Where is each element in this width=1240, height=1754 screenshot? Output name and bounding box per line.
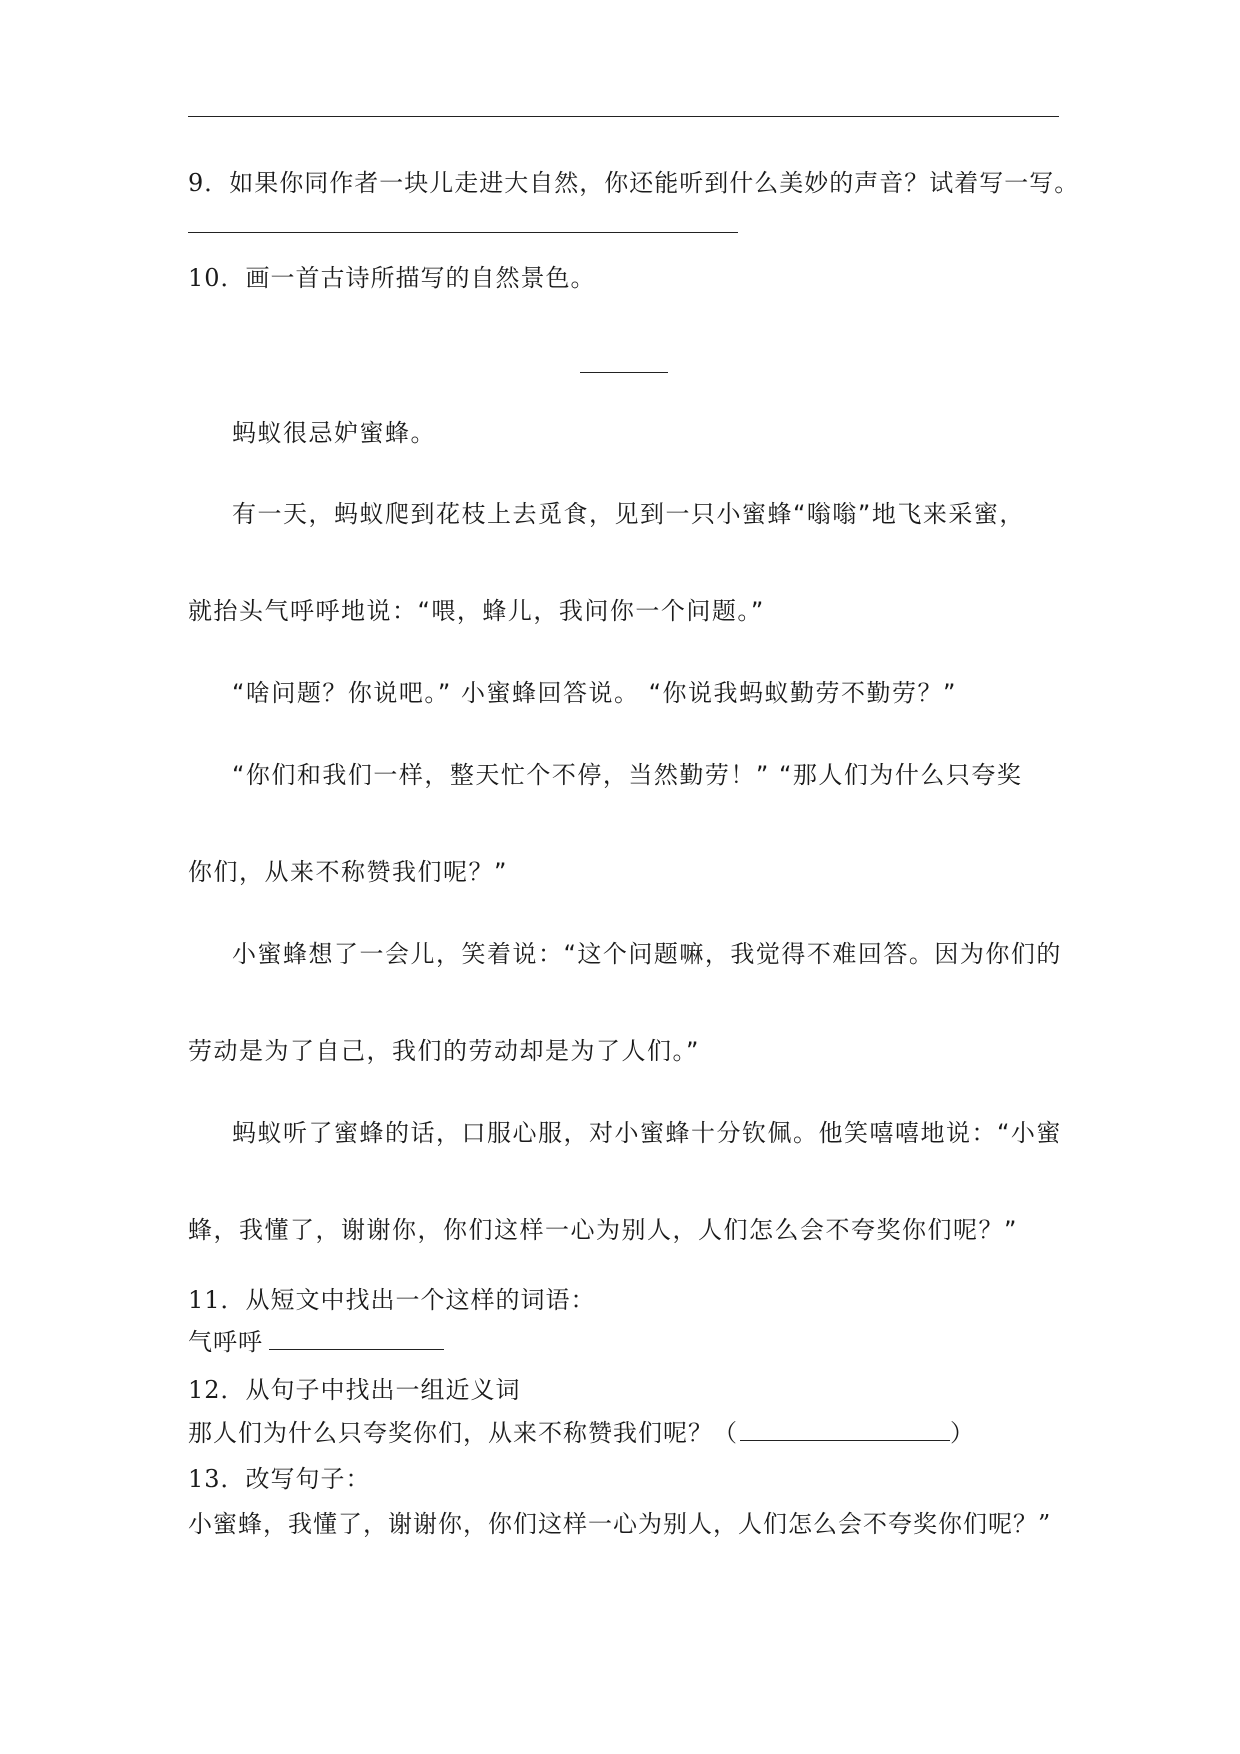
question-12-close: ） xyxy=(950,1419,975,1447)
question-12-number: 12． xyxy=(188,1376,246,1404)
passage-line-2: 有一天，蚂蚁爬到花枝上去觅食，见到一只小蜜蜂“嗡嗡”地飞来采蜜， xyxy=(232,500,1025,528)
question-11 xyxy=(188,1280,596,1315)
question-10-number: 10． xyxy=(188,264,246,292)
question-11-text: 从短文中找出一个这样的词语： xyxy=(245,1286,596,1314)
question-10-text: 画一首古诗所描写的自然景色。 xyxy=(245,264,596,292)
question-10 xyxy=(188,258,596,293)
passage-line-5: “你们和我们一样，整天忙个不停，当然勤劳！” “那人们为什么只夸奖 xyxy=(232,761,1023,789)
passage-line-6: 你们，从来不称赞我们呢？” xyxy=(188,858,508,886)
question-13 xyxy=(188,1459,371,1494)
question-13-number: 13． xyxy=(188,1465,246,1493)
passage-line-1: 蚂蚁很忌妒蜜蜂。 xyxy=(232,419,436,447)
answer-line-top xyxy=(188,116,1059,117)
question-13-sentence: 小蜜蜂，我懂了，谢谢你，你们这样一心为别人，人们怎么会不夸奖你们呢？” xyxy=(188,1510,1052,1538)
question-9-number: 9． xyxy=(188,169,230,197)
question-9-text: 如果你同作者一块儿走进大自然，你还能听到什么美妙的声音？试着写一写。 xyxy=(229,169,1080,197)
passage-line-10: 蜂，我懂了，谢谢你，你们这样一心为别人，人们怎么会不夸奖你们呢？” xyxy=(188,1216,1018,1244)
question-12-sentence: 那人们为什么只夸奖你们，从来不称赞我们呢？（ xyxy=(188,1419,738,1447)
question-11-answer xyxy=(188,1322,444,1357)
answer-blank-q11[interactable] xyxy=(269,1331,444,1350)
passage-line-3: 就抬头气呼呼地说：“喂，蜂儿，我问你一个问题。” xyxy=(188,597,765,625)
passage-line-4: “啥问题？你说吧。” 小蜜蜂回答说。 “你说我蚂蚁勤劳不勤劳？” xyxy=(232,679,957,707)
passage-line-8: 劳动是为了自己，我们的劳动却是为了人们。” xyxy=(188,1037,700,1065)
question-12-text: 从句子中找出一组近义词 xyxy=(245,1376,521,1404)
passage-divider xyxy=(580,372,668,373)
question-9 xyxy=(188,163,1079,198)
answer-line-q9[interactable] xyxy=(188,232,738,233)
question-13-text: 改写句子： xyxy=(245,1465,371,1493)
passage-line-9: 蚂蚁听了蜜蜂的话，口服心服，对小蜜蜂十分钦佩。他笑嘻嘻地说：“小蜜 xyxy=(232,1119,1062,1147)
question-12 xyxy=(188,1370,521,1405)
question-11-prompt: 气呼呼 xyxy=(188,1328,263,1356)
answer-blank-q12[interactable] xyxy=(740,1422,950,1441)
question-12-answer xyxy=(188,1413,975,1448)
question-11-number: 11． xyxy=(188,1286,246,1314)
passage-line-7: 小蜜蜂想了一会儿，笑着说：“这个问题嘛，我觉得不难回答。因为你们的 xyxy=(232,940,1062,968)
